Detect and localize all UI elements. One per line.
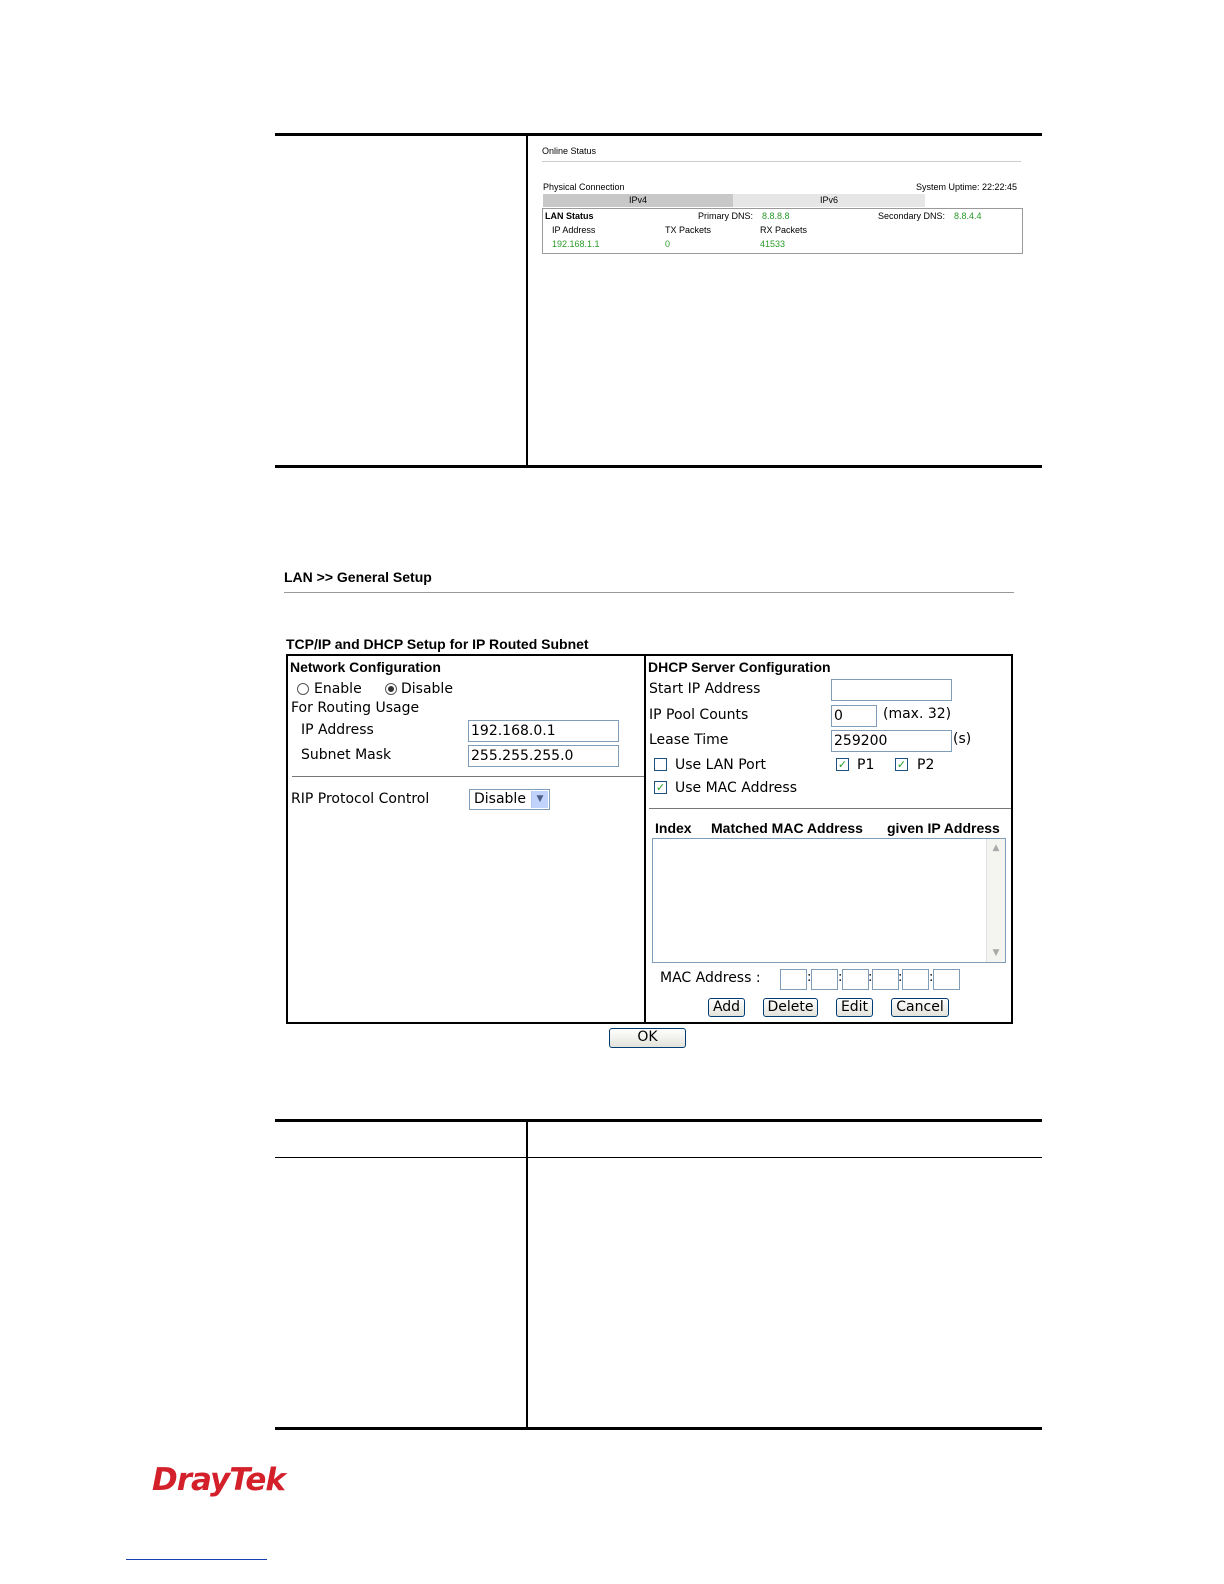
ip-address-input[interactable]: 192.168.0.1 [468,720,619,742]
lease-time-label: Lease Time [649,732,729,748]
bottom-table-top-border [275,1119,1042,1122]
use-lan-port-checkbox[interactable] [654,758,667,771]
p2-checkbox[interactable]: ✓ [896,758,907,771]
rip-protocol-value: Disable [474,791,526,807]
pool-counts-label: IP Pool Counts [649,707,749,723]
mac-octet-2[interactable] [811,969,838,990]
mac-separator: : [838,970,843,985]
routing-usage-label: For Routing Usage [291,700,420,716]
subnet-mask-label: Subnet Mask [301,747,392,763]
system-uptime: System Uptime: 22:22:45 [916,182,1018,192]
add-button[interactable]: Add [708,998,745,1017]
lan-status-label: LAN Status [545,211,594,221]
col-ip-address: IP Address [552,225,596,235]
scroll-up-icon[interactable]: ▲ [992,843,1000,853]
mac-separator: : [807,970,812,985]
val-tx-packets: 0 [665,239,671,249]
use-mac-label: Use MAC Address [675,780,797,796]
col-tx-packets: TX Packets [665,225,712,235]
mac-list-box[interactable] [652,838,1006,963]
network-divider [292,776,644,777]
bottom-table-header-rule [275,1157,1042,1158]
val-rx-packets: 41533 [760,239,786,249]
mac-octet-4[interactable] [872,969,899,990]
secondary-dns-value: 8.8.4.4 [954,211,982,221]
rip-protocol-select[interactable] [469,789,550,810]
dhcp-divider [649,808,1011,809]
disable-radio[interactable] [385,683,397,695]
mac-separator: : [929,970,934,985]
bottom-table-divider [526,1122,528,1428]
disable-label: Disable [401,681,453,697]
primary-dns-value: 8.8.8.8 [762,211,790,221]
network-config-title: Network Configuration [290,659,441,675]
delete-button[interactable]: Delete [763,998,818,1017]
edit-button[interactable]: Edit [836,998,873,1017]
section-title: TCP/IP and DHCP Setup for IP Routed Subnet [286,636,589,652]
breadcrumb-rule [284,592,1014,593]
mac-octet-6[interactable] [933,969,960,990]
mac-separator: : [868,970,873,985]
pool-counts-input[interactable]: 0 [831,705,877,727]
val-ip-address: 192.168.1.1 [552,239,600,249]
start-ip-input[interactable] [831,679,952,701]
p2-label: P2 [917,757,935,773]
use-lan-port-label: Use LAN Port [675,757,766,773]
primary-dns-label: Primary DNS: [698,211,754,221]
scroll-down-icon[interactable]: ▼ [992,948,1000,958]
col-index: Index [655,820,692,836]
rip-protocol-label: RIP Protocol Control [291,791,430,807]
mac-octet-5[interactable] [902,969,929,990]
enable-radio[interactable] [297,683,309,695]
mac-list-scrollbar[interactable] [986,839,1005,962]
top-table-divider [526,136,528,466]
draytek-logo: DrayTek [152,1462,285,1498]
mac-octet-1[interactable] [780,969,807,990]
mac-separator: : [898,970,903,985]
top-table-bottom-border [275,465,1042,468]
cancel-button[interactable]: Cancel [891,998,949,1017]
secondary-dns-label: Secondary DNS: [878,211,946,221]
lease-time-unit: (s) [953,731,972,747]
top-table-top-border [275,133,1042,136]
online-status-title: Online Status [542,146,597,156]
col-matched-mac: Matched MAC Address [711,820,863,836]
p1-label: P1 [857,757,875,773]
mac-octet-3[interactable] [842,969,869,990]
tab-ipv6[interactable]: IPv6 [733,194,925,207]
start-ip-label: Start IP Address [649,681,761,697]
lease-time-input[interactable]: 259200 [831,730,952,752]
col-rx-packets: RX Packets [760,225,808,235]
bottom-table-bottom-border [275,1427,1042,1430]
ip-address-label: IP Address [301,722,374,738]
enable-label: Enable [314,681,362,697]
col-given-ip: given IP Address [887,820,1000,836]
use-mac-checkbox[interactable]: ✓ [655,781,666,794]
online-status-rule [542,161,1021,162]
chevron-down-icon[interactable]: ▼ [531,791,548,808]
tab-ipv4[interactable]: IPv4 [543,194,733,207]
dhcp-config-title: DHCP Server Configuration [648,659,831,675]
subnet-mask-input[interactable]: 255.255.255.0 [468,745,619,767]
pool-counts-hint: (max. 32) [883,706,952,722]
breadcrumb: LAN >> General Setup [284,569,432,585]
physical-connection-label: Physical Connection [543,182,625,192]
p1-checkbox[interactable]: ✓ [837,758,848,771]
ok-button[interactable]: OK [609,1028,686,1048]
mac-address-label: MAC Address : [660,970,761,986]
footer-link-rule [126,1559,267,1560]
